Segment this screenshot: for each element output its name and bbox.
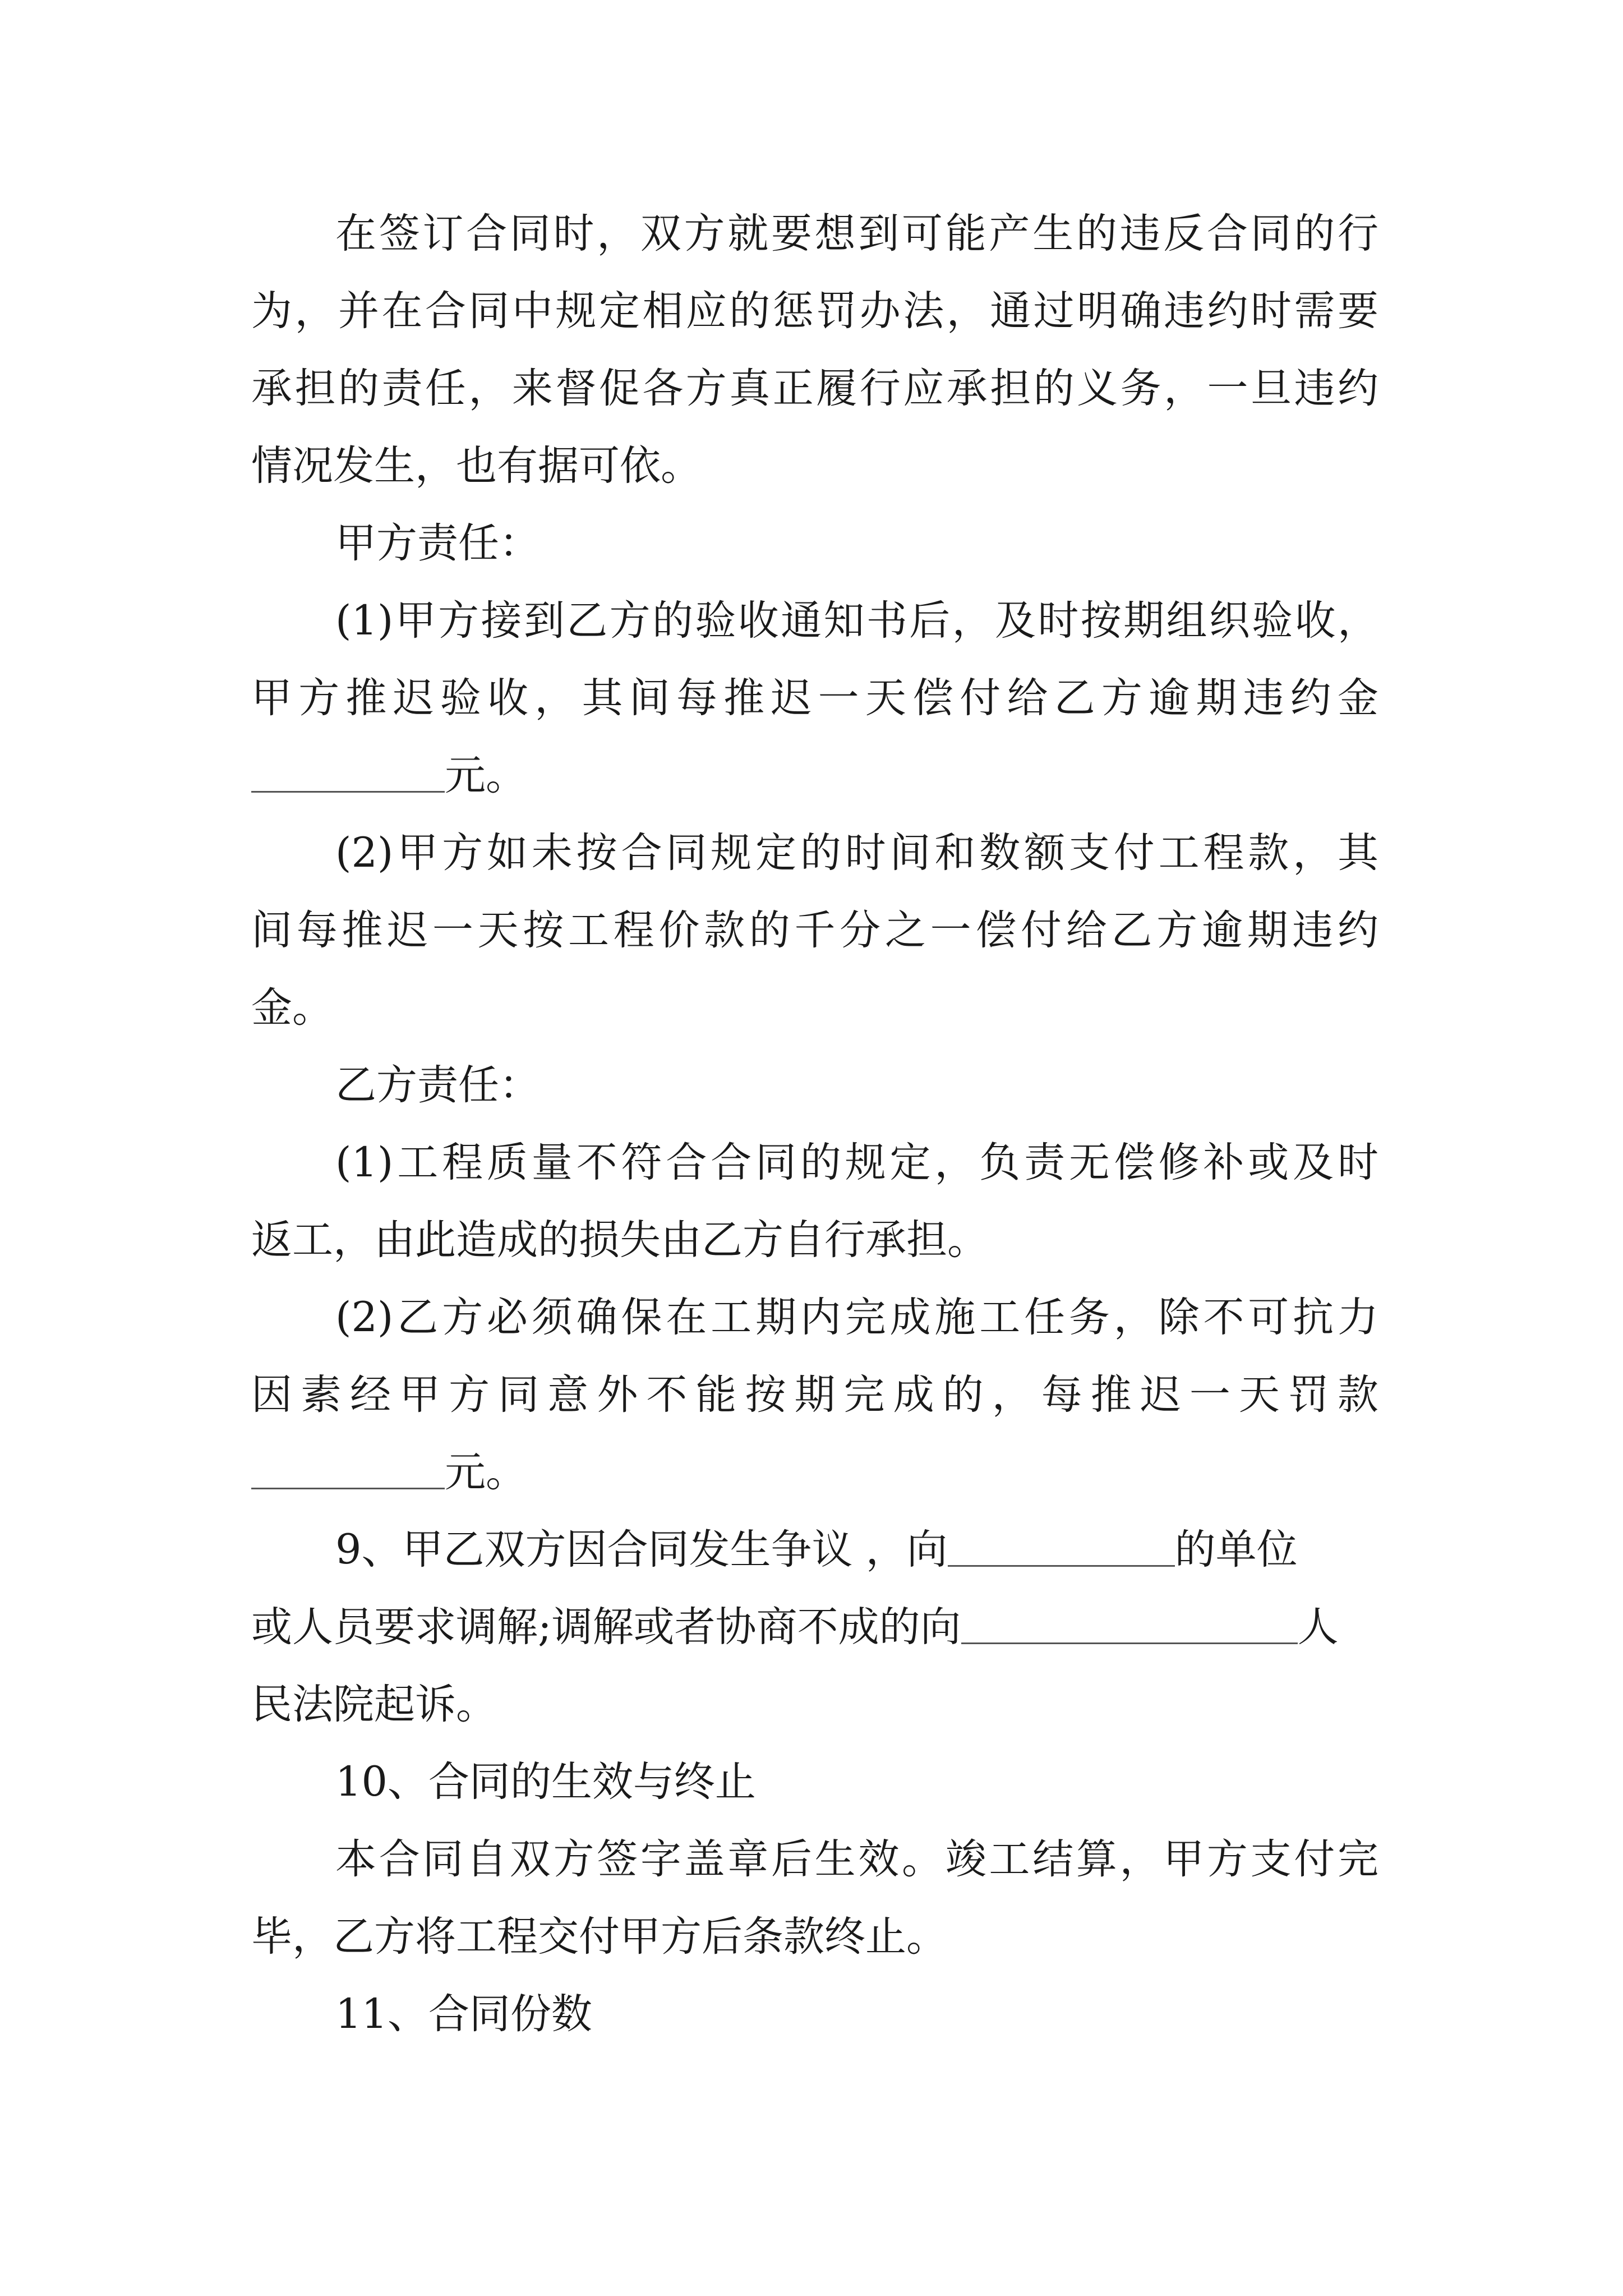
- clause-text: 元。: [445, 752, 527, 799]
- clause-line: 金。: [251, 984, 333, 1032]
- clause-line: [251, 737, 1378, 815]
- section-9-line: [251, 1511, 1378, 1589]
- clause-line: 甲方推迟验收，其间每推迟一天偿付给乙方逾期违约金: [251, 674, 1378, 722]
- fill-in-blank: [961, 1607, 1298, 1644]
- fill-in-blank: [251, 1452, 445, 1489]
- section-11-heading: 11、合同份数: [335, 1990, 592, 2038]
- paragraph-line: 承担的责任，来督促各方真正履行应承担的义务，一旦违约: [251, 365, 1378, 412]
- paragraph-line: 为，并在合同中规定相应的惩罚办法，通过明确违约时需要: [251, 287, 1378, 335]
- clause-line: 间每推迟一天按工程价款的千分之一偿付给乙方逾期违约: [251, 907, 1378, 954]
- party-a-heading: 甲方责任：: [335, 519, 540, 567]
- clause-text: 或人员要求调解;调解或者协商不成的向: [251, 1603, 961, 1651]
- section-10-line: 毕，乙方将工程交付甲方后条款终止。: [251, 1913, 947, 1961]
- clause-text: 元。: [445, 1448, 527, 1496]
- clause-line: 因素经甲方同意外不能按期完成的，每推迟一天罚款: [251, 1371, 1378, 1419]
- party-b-heading: 乙方责任：: [335, 1061, 540, 1109]
- section-10-line: 本合同自双方签字盖章后生效。竣工结算，甲方支付完: [335, 1835, 1378, 1883]
- fill-in-blank: [948, 1529, 1175, 1567]
- clause-text: 人: [1297, 1603, 1339, 1651]
- section-10-heading: 10、合同的生效与终止: [335, 1758, 756, 1806]
- section-9-line: 民法院起诉。: [251, 1681, 497, 1728]
- section-9-line: [251, 1589, 1378, 1666]
- clause-line: [251, 1434, 1378, 1511]
- paragraph-line: 情况发生，也有据可依。: [251, 442, 702, 490]
- clause-line: (1)甲方接到乙方的验收通知书后，及时按期组织验收，: [335, 597, 1378, 645]
- clause-line: (2)甲方如未按合同规定的时间和数额支付工程款，其: [335, 829, 1378, 877]
- paragraph-line: 在签订合同时，双方就要想到可能产生的违反合同的行: [335, 210, 1378, 257]
- document-body: [251, 195, 1378, 2053]
- clause-text: 的单位: [1174, 1526, 1298, 1573]
- clause-line: (1)工程质量不符合合同的规定，负责无偿修补或及时: [335, 1139, 1378, 1186]
- fill-in-blank: [251, 755, 445, 793]
- clause-line: 返工，由此造成的损失由乙方自行承担。: [251, 1216, 988, 1264]
- clause-text: 9、甲乙双方因合同发生争议 ，向: [335, 1526, 948, 1573]
- clause-line: (2)乙方必须确保在工期内完成施工任务，除不可抗力: [335, 1294, 1378, 1341]
